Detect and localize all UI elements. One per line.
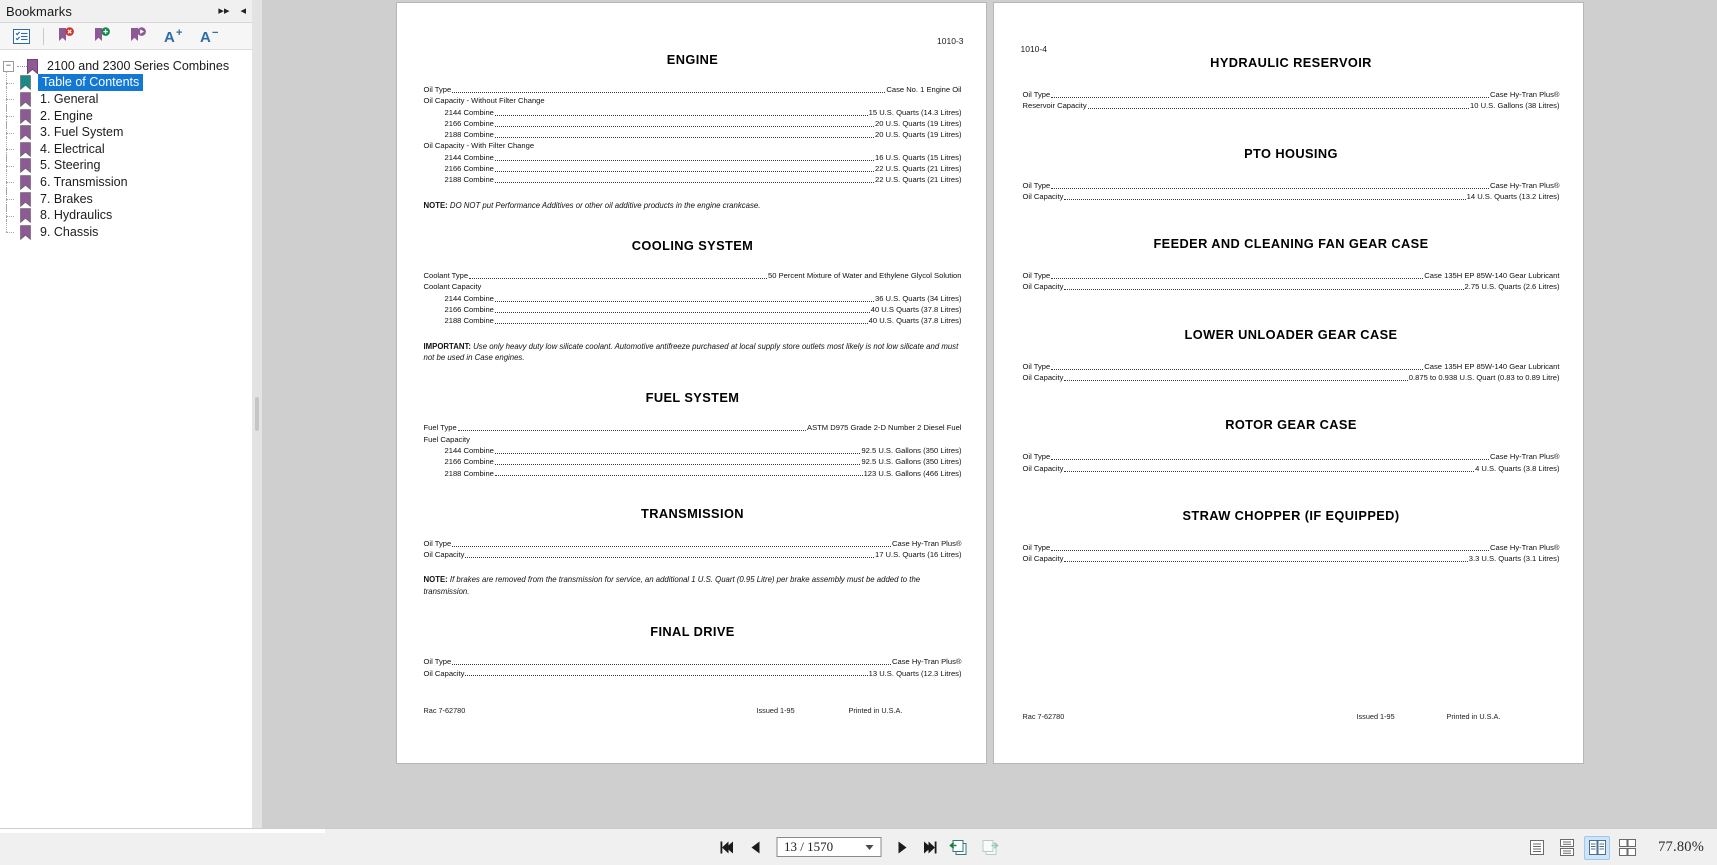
spec-row xyxy=(1023,372,1560,383)
leader-dots xyxy=(1051,188,1489,189)
spec-label: 2166 Combine xyxy=(444,164,494,174)
spec-label: Oil Type xyxy=(423,538,452,548)
section-note xyxy=(424,574,962,597)
section-heading: PTO HOUSING xyxy=(1244,145,1338,161)
spec-table xyxy=(424,538,962,561)
page-content xyxy=(1023,55,1560,565)
bookmark-flag-icon xyxy=(20,109,31,124)
spec-label: Coolant Capacity xyxy=(423,282,482,292)
last-page-button[interactable] xyxy=(915,832,942,862)
spec-value: 22 U.S. Quarts (21 Litres) xyxy=(874,164,962,174)
spec-value: Case Hy-Tran Plus® xyxy=(892,538,962,548)
collapse-panel-icon[interactable]: ◂ xyxy=(240,5,246,17)
bookmark-flag-icon xyxy=(27,59,38,74)
spec-label: 2144 Combine xyxy=(444,445,494,455)
spec-row xyxy=(1023,463,1560,474)
decrease-font-icon[interactable] xyxy=(196,24,224,48)
page-right-folio: 1010-4 xyxy=(1020,44,1047,54)
spec-label: Oil Capacity xyxy=(1022,282,1064,292)
bookmark-flag-icon xyxy=(20,75,31,90)
section-heading: FINAL DRIVE xyxy=(650,624,735,640)
bookmark-item[interactable] xyxy=(0,224,252,241)
spec-value: 17 U.S. Quarts (16 Litres) xyxy=(874,550,962,560)
spec-table xyxy=(1023,451,1560,474)
tree-connector xyxy=(0,141,20,157)
bookmark-item-label: 7. Brakes xyxy=(40,191,93,206)
page-left-body xyxy=(397,3,986,763)
spec-row xyxy=(424,95,962,106)
spec-row xyxy=(424,456,962,467)
section-heading: STRAW CHOPPER (IF EQUIPPED) xyxy=(1182,507,1400,523)
splitter-grip[interactable] xyxy=(255,397,259,431)
bookmarks-toolbar xyxy=(0,23,252,50)
bookmarks-panel-header xyxy=(0,0,252,23)
spec-value: 14 U.S. Quarts (13.2 Litres) xyxy=(1466,191,1560,201)
svg-text:+: + xyxy=(175,27,182,39)
bookmark-item[interactable] xyxy=(0,124,252,141)
next-page-button[interactable] xyxy=(888,832,915,862)
single-page-view-icon[interactable] xyxy=(1524,836,1550,860)
spec-row xyxy=(424,174,962,185)
leader-dots xyxy=(495,160,874,161)
tree-connector xyxy=(0,174,20,190)
spec-value: Case Hy-Tran Plus® xyxy=(1490,180,1560,190)
spec-value: Case Hy-Tran Plus® xyxy=(1490,542,1560,552)
spec-value: 20 U.S. Quarts (19 Litres) xyxy=(874,118,962,128)
bottom-toolbar xyxy=(0,828,1717,865)
spec-row xyxy=(424,445,962,456)
spec-label: Oil Type xyxy=(1022,542,1051,552)
spec-value: 3.3 U.S. Quarts (3.1 Litres) xyxy=(1468,554,1560,564)
zoom-level-label[interactable]: 77.80% xyxy=(1658,839,1704,855)
leader-dots xyxy=(1051,550,1489,551)
bookmark-item-label: 9. Chassis xyxy=(40,224,99,239)
bookmark-root-label: 2100 and 2300 Series Combines xyxy=(47,58,230,73)
bookmark-item-label: 5. Steering xyxy=(40,158,101,173)
spec-label: Oil Capacity xyxy=(423,550,465,560)
spec-table xyxy=(1023,89,1560,112)
page-right-footer-issued: Issued 1-95 xyxy=(1356,712,1395,721)
leader-dots xyxy=(1064,561,1467,562)
spec-value: 92.5 U.S. Gallons (350 Litres) xyxy=(861,457,962,467)
next-view-button[interactable] xyxy=(975,834,1002,860)
spec-label: 2166 Combine xyxy=(444,118,494,128)
spec-label: Oil Capacity xyxy=(1022,463,1064,473)
spec-value: Case No. 1 Engine Oil xyxy=(886,85,962,94)
spec-label: Fuel Capacity xyxy=(423,434,470,444)
spec-row xyxy=(424,434,962,445)
spec-row xyxy=(424,538,962,549)
spec-value: 0.875 to 0.938 U.S. Quart (0.83 to 0.89 Litre) xyxy=(1408,373,1560,383)
leader-dots xyxy=(1051,459,1489,460)
spec-value: Case Hy-Tran Plus® xyxy=(1490,452,1560,462)
spec-value: 40 U.S. Quarts (37.8 Litres) xyxy=(868,316,962,326)
goto-bookmark-icon[interactable] xyxy=(124,24,152,48)
toolbar-left-strip xyxy=(0,829,325,833)
delete-bookmark-icon[interactable] xyxy=(52,24,80,48)
note-text: If brakes are removed from the transmission for service, an additional 1 U.S. Quart (0.95 Litre) per brake assembly must be added to the transmission. xyxy=(423,575,921,596)
bookmark-flag-icon xyxy=(20,192,31,207)
spec-row xyxy=(1023,281,1560,292)
spec-table xyxy=(1023,361,1560,384)
section-heading: FEEDER AND CLEANING FAN GEAR CASE xyxy=(1153,236,1429,252)
spec-row xyxy=(1023,451,1560,462)
spec-value: 4 U.S. Quarts (3.8 Litres) xyxy=(1475,463,1560,473)
spec-row xyxy=(1023,100,1560,111)
spec-label: Fuel Type xyxy=(423,423,457,433)
page-left-footer-doc-id: Rac 7-62780 xyxy=(423,706,466,715)
leader-dots xyxy=(1051,97,1489,98)
leader-dots xyxy=(495,171,874,172)
spec-row xyxy=(424,315,962,326)
page-number-input[interactable] xyxy=(777,839,857,855)
continuous-page-view-icon[interactable] xyxy=(1554,836,1580,860)
previous-page-button[interactable] xyxy=(742,832,769,862)
spec-row xyxy=(424,549,962,560)
page-left-folio: 1010-3 xyxy=(937,36,964,46)
page-content xyxy=(424,52,962,679)
document-page-left[interactable] xyxy=(397,3,986,763)
leader-dots xyxy=(495,323,868,324)
tree-connector xyxy=(0,125,20,141)
spec-label: 2144 Combine xyxy=(444,293,494,303)
spec-value: 40 U.S Quarts (37.8 Litres) xyxy=(870,304,962,314)
bookmark-item-label: 1. General xyxy=(40,91,99,106)
spec-value: 36 U.S. Quarts (34 Litres) xyxy=(874,293,962,303)
bookmark-item[interactable] xyxy=(0,141,252,158)
bookmarks-panel-title: Bookmarks xyxy=(6,3,72,19)
leader-dots xyxy=(495,137,874,138)
spec-value: 20 U.S. Quarts (19 Litres) xyxy=(874,130,962,140)
spec-label: Coolant Type xyxy=(423,271,469,281)
page-left-footer-printed: Printed in U.S.A. xyxy=(848,706,903,715)
tree-connector xyxy=(17,66,27,67)
spec-row xyxy=(424,304,962,315)
tree-connector xyxy=(0,108,20,124)
spec-label: Oil Capacity - Without Filter Change xyxy=(423,96,545,106)
collapse-root-icon[interactable]: − xyxy=(3,61,14,72)
spec-row xyxy=(424,656,962,667)
bookmark-item[interactable] xyxy=(0,108,252,125)
bookmark-flag-icon xyxy=(20,225,31,240)
spec-table xyxy=(1023,542,1560,565)
section-heading: TRANSMISSION xyxy=(641,505,744,521)
spec-row xyxy=(1023,542,1560,553)
spec-value: Case 135H EP 85W-140 Gear Lubricant xyxy=(1424,271,1560,281)
note-text: DO NOT put Performance Additives or other oil additive products in the engine crankcase. xyxy=(447,200,761,210)
spec-label: Oil Type xyxy=(1022,180,1051,190)
two-page-continuous-icon[interactable] xyxy=(1614,836,1640,860)
leader-dots xyxy=(1064,199,1465,200)
bookmark-item-label: Table of Contents xyxy=(38,74,143,91)
page-left-footer-issued: Issued 1-95 xyxy=(756,706,795,715)
spec-row xyxy=(424,152,962,163)
leader-dots xyxy=(469,278,767,279)
spec-label: 2144 Combine xyxy=(444,152,494,162)
svg-text:−: − xyxy=(211,27,218,39)
bookmark-item-label: 8. Hydraulics xyxy=(40,208,113,223)
tree-connector xyxy=(0,158,20,174)
spec-row xyxy=(424,281,962,292)
spec-label: Oil Capacity - With Filter Change xyxy=(423,141,535,151)
note-prefix: NOTE: xyxy=(423,575,448,585)
spec-label: Oil Type xyxy=(423,657,452,667)
bookmark-item-label: 4. Electrical xyxy=(40,141,105,156)
spec-label: 2188 Combine xyxy=(444,130,494,140)
leader-dots xyxy=(465,557,874,558)
spec-table xyxy=(424,84,962,186)
spec-row xyxy=(1023,180,1560,191)
leader-dots xyxy=(1051,369,1423,370)
toolbar-separator xyxy=(43,28,44,45)
spec-label: Oil Capacity xyxy=(423,668,465,678)
first-page-button[interactable] xyxy=(715,832,742,862)
spec-row xyxy=(424,468,962,479)
spec-label: 2188 Combine xyxy=(444,468,494,478)
bookmark-item-label: 3. Fuel System xyxy=(40,125,124,140)
leader-dots xyxy=(458,430,806,431)
leader-dots xyxy=(1051,278,1423,279)
spec-row xyxy=(1023,89,1560,100)
section-note xyxy=(424,341,962,364)
spec-label: 2166 Combine xyxy=(444,457,494,467)
spec-label: Oil Capacity xyxy=(1022,373,1064,383)
section-heading: ENGINE xyxy=(666,52,719,67)
spec-row xyxy=(424,129,962,140)
spec-label: Oil Capacity xyxy=(1022,191,1064,201)
spec-label: Reservoir Capacity xyxy=(1022,101,1087,111)
spec-row xyxy=(424,107,962,118)
leader-dots xyxy=(495,453,861,454)
spec-value: Case 135H EP 85W-140 Gear Lubricant xyxy=(1424,361,1560,371)
page-spread xyxy=(397,3,1583,828)
spec-label: Oil Type xyxy=(1022,90,1051,99)
spec-table xyxy=(424,656,962,679)
two-page-view-icon[interactable] xyxy=(1584,836,1610,860)
spec-row xyxy=(424,422,962,433)
leader-dots xyxy=(452,664,891,665)
spec-row xyxy=(424,293,962,304)
page-right-footer-doc-id: Rac 7-62780 xyxy=(1022,712,1065,721)
leader-dots xyxy=(495,126,874,127)
note-prefix: IMPORTANT: xyxy=(423,341,471,351)
leader-dots xyxy=(1064,380,1407,381)
leader-dots xyxy=(452,92,885,93)
view-mode-group xyxy=(1524,829,1704,865)
spec-table xyxy=(1023,180,1560,203)
spec-table xyxy=(1023,270,1560,293)
bookmarks-panel xyxy=(0,0,252,828)
leader-dots xyxy=(495,115,868,116)
tree-connector xyxy=(0,191,20,207)
svg-text:A: A xyxy=(199,28,211,45)
bookmarks-tree xyxy=(0,50,252,828)
note-text: Use only heavy duty low silicate coolant. Automotive antifreeze purchased at local supply store outlets most likely is not low silicate and must not be used in Case engines. xyxy=(423,341,959,362)
leader-dots xyxy=(1064,471,1474,472)
document-page-right[interactable] xyxy=(994,3,1583,763)
leader-dots xyxy=(495,312,870,313)
tree-connector xyxy=(0,224,20,240)
spec-row xyxy=(424,84,962,95)
previous-view-button[interactable] xyxy=(945,834,972,860)
spec-table xyxy=(424,270,962,326)
page-navigation-group xyxy=(715,829,1002,865)
bookmark-item[interactable] xyxy=(0,191,252,208)
leader-dots xyxy=(495,475,863,476)
svg-text:A: A xyxy=(163,28,175,45)
spec-row xyxy=(1023,191,1560,202)
bookmark-flag-icon xyxy=(20,92,31,107)
bookmark-flag-icon xyxy=(20,208,31,223)
bookmark-item[interactable] xyxy=(0,158,252,175)
note-prefix: NOTE: xyxy=(423,200,448,210)
spec-label: Oil Type xyxy=(423,85,452,94)
page-number-field[interactable] xyxy=(776,837,881,857)
leader-dots xyxy=(495,464,861,465)
bookmark-flag-icon xyxy=(20,158,31,173)
spec-label: Oil Type xyxy=(1022,361,1051,371)
spec-label: 2188 Combine xyxy=(444,316,494,326)
add-bookmark-icon[interactable] xyxy=(88,24,116,48)
spec-label: Oil Capacity xyxy=(1022,554,1064,564)
bookmark-item-label: 6. Transmission xyxy=(40,174,128,189)
spec-label: 2166 Combine xyxy=(444,304,494,314)
spec-value: 13 U.S. Quarts (12.3 Litres) xyxy=(868,668,962,678)
spec-value: 2.75 U.S. Quarts (2.6 Litres) xyxy=(1464,282,1560,292)
chevron-down-icon[interactable] xyxy=(865,845,873,850)
section-heading: ROTOR GEAR CASE xyxy=(1225,417,1357,433)
bookmark-flag-icon xyxy=(20,175,31,190)
section-heading: LOWER UNLOADER GEAR CASE xyxy=(1184,326,1398,342)
leader-dots xyxy=(452,546,891,547)
spec-value: 50 Percent Mixture of Water and Ethylene Glycol Solution xyxy=(768,271,962,281)
bookmark-flag-icon xyxy=(20,125,31,140)
spec-row xyxy=(1023,361,1560,372)
spec-value: ASTM D975 Grade 2-D Number 2 Diesel Fuel xyxy=(807,423,962,433)
bookmark-item[interactable] xyxy=(0,75,252,92)
leader-dots xyxy=(465,675,867,676)
leader-dots xyxy=(1088,108,1469,109)
leader-dots xyxy=(495,301,874,302)
spec-label: 2144 Combine xyxy=(444,107,494,117)
document-viewport[interactable] xyxy=(262,0,1717,828)
spec-row xyxy=(424,140,962,151)
spec-row xyxy=(424,668,962,679)
bookmark-item-label: 2. Engine xyxy=(40,108,93,123)
spec-value: 16 U.S. Quarts (15 Litres) xyxy=(874,152,962,162)
leader-dots xyxy=(1064,289,1463,290)
tree-connector xyxy=(0,91,20,107)
panel-splitter[interactable] xyxy=(252,0,262,828)
spec-label: Oil Type xyxy=(1022,452,1051,462)
bookmark-item[interactable] xyxy=(0,174,252,191)
bookmarks-panel-header-controls xyxy=(218,0,246,23)
spec-value: Case Hy-Tran Plus® xyxy=(892,657,962,667)
spec-row xyxy=(1023,270,1560,281)
bookmark-item[interactable] xyxy=(0,91,252,108)
page-right-footer-printed: Printed in U.S.A. xyxy=(1446,712,1501,721)
spec-value: 10 U.S. Gallons (38 Litres) xyxy=(1470,101,1560,111)
spec-value: Case Hy-Tran Plus® xyxy=(1490,90,1560,99)
section-heading: HYDRAULIC RESERVOIR xyxy=(1210,55,1372,70)
spec-label: 2188 Combine xyxy=(444,175,494,185)
spec-value: 123 U.S. Gallons (466 Litres) xyxy=(863,468,962,478)
section-heading: FUEL SYSTEM xyxy=(645,390,740,406)
page-right-body xyxy=(994,3,1583,763)
spec-row xyxy=(424,118,962,129)
increase-font-icon[interactable] xyxy=(160,24,188,48)
expand-panel-icon[interactable]: ▸▸ xyxy=(218,5,230,17)
tree-connector xyxy=(0,75,20,91)
list-options-icon[interactable] xyxy=(7,24,35,48)
bookmark-children-list xyxy=(0,75,252,241)
bookmark-root-item[interactable] xyxy=(0,58,252,75)
section-heading: COOLING SYSTEM xyxy=(631,238,754,254)
bookmark-item[interactable] xyxy=(0,207,252,224)
bookmark-flag-icon xyxy=(20,142,31,157)
spec-value: 15 U.S. Quarts (14.3 Litres) xyxy=(868,107,962,117)
spec-value: 92.5 U.S. Gallons (350 Litres) xyxy=(861,445,962,455)
spec-row xyxy=(424,163,962,174)
spec-row xyxy=(1023,553,1560,564)
tree-connector xyxy=(0,208,20,224)
spec-label: Oil Type xyxy=(1022,271,1051,281)
spec-value: 22 U.S. Quarts (21 Litres) xyxy=(874,175,962,185)
section-note xyxy=(424,200,962,211)
leader-dots xyxy=(495,182,874,183)
spec-row xyxy=(424,270,962,281)
spec-table xyxy=(424,422,962,478)
